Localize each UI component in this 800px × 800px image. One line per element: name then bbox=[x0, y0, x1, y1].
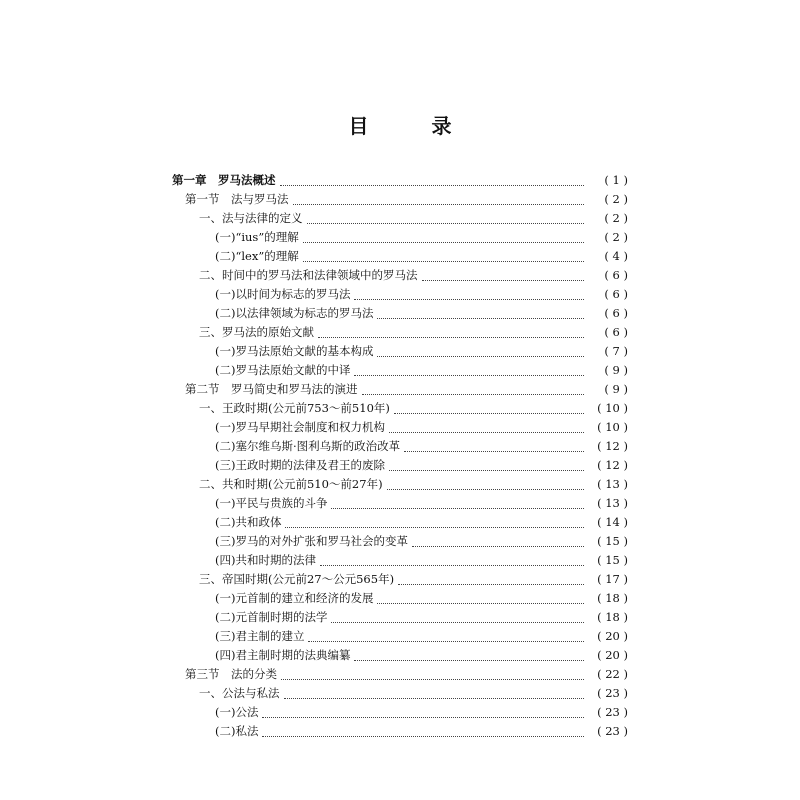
toc-entry-page: ( 17 ) bbox=[597, 572, 628, 586]
toc-entry bbox=[0, 342, 628, 361]
toc-entry-label: (二)元首制时期的法学 bbox=[215, 610, 328, 624]
toc-entry-label: 三、罗马法的原始文献 bbox=[199, 325, 314, 339]
dot-leader bbox=[281, 678, 584, 680]
dot-leader bbox=[284, 697, 585, 699]
dot-leader bbox=[389, 469, 584, 471]
dot-leader bbox=[307, 222, 585, 224]
toc-entry-page: ( 20 ) bbox=[597, 629, 628, 643]
toc-entry-page: ( 23 ) bbox=[597, 724, 628, 738]
toc-entry-label: 一、法与法律的定义 bbox=[199, 211, 303, 225]
toc-entry-label: (一)元首制的建立和经济的发展 bbox=[215, 591, 374, 605]
toc-entry bbox=[0, 266, 628, 285]
dot-leader bbox=[354, 374, 584, 376]
toc-entry-page: ( 15 ) bbox=[597, 553, 628, 567]
toc-entry bbox=[0, 532, 628, 551]
dot-leader bbox=[422, 279, 585, 281]
toc-entry-label: (一)以时间为标志的罗马法 bbox=[215, 287, 351, 301]
toc-entry-page: ( 15 ) bbox=[597, 534, 628, 548]
toc-entry-page: ( 9 ) bbox=[604, 382, 628, 396]
toc-entry-label: 第一章 罗马法概述 bbox=[172, 173, 276, 187]
toc-entry-label: 二、时间中的罗马法和法律领域中的罗马法 bbox=[199, 268, 418, 282]
toc-entry bbox=[0, 646, 628, 665]
toc-entry-label: (四)共和时期的法律 bbox=[215, 553, 316, 567]
toc-entry-page: ( 9 ) bbox=[604, 363, 628, 377]
toc-entry-label: (二)“lex”的理解 bbox=[215, 249, 299, 263]
toc-entry bbox=[0, 684, 628, 703]
dot-leader bbox=[331, 621, 584, 623]
dot-leader bbox=[262, 735, 584, 737]
toc-entry bbox=[0, 418, 628, 437]
dot-leader bbox=[387, 488, 584, 490]
toc-entry-label: (四)君主制时期的法典编纂 bbox=[215, 648, 351, 662]
dot-leader bbox=[354, 659, 584, 661]
dot-leader bbox=[303, 260, 584, 262]
toc-entry-page: ( 18 ) bbox=[597, 610, 628, 624]
toc-entry-page: ( 20 ) bbox=[597, 648, 628, 662]
toc-entry-page: ( 7 ) bbox=[604, 344, 628, 358]
toc-entry-page: ( 13 ) bbox=[597, 496, 628, 510]
toc-entry-page: ( 10 ) bbox=[597, 420, 628, 434]
toc-entry-label: (二)共和政体 bbox=[215, 515, 282, 529]
toc-entry bbox=[0, 171, 628, 190]
dot-leader bbox=[377, 602, 584, 604]
toc-entry-label: 一、王政时期(公元前753～前510年) bbox=[199, 401, 390, 415]
dot-leader bbox=[262, 716, 584, 718]
toc-entry-label: (三)王政时期的法律及君王的废除 bbox=[215, 458, 385, 472]
toc-entry-label: (三)君主制的建立 bbox=[215, 629, 305, 643]
toc-entry-page: ( 4 ) bbox=[604, 249, 628, 263]
toc-entry-label: (二)罗马法原始文献的中译 bbox=[215, 363, 351, 377]
toc-entry bbox=[0, 247, 628, 266]
toc-entry-label: (二)私法 bbox=[215, 724, 259, 738]
toc-entry-label: (一)罗马法原始文献的基本构成 bbox=[215, 344, 374, 358]
toc-entry bbox=[0, 703, 628, 722]
toc-entry bbox=[0, 551, 628, 570]
dot-leader bbox=[285, 526, 584, 528]
toc-entry bbox=[0, 209, 628, 228]
toc-entry bbox=[0, 228, 628, 247]
toc-entry-page: ( 6 ) bbox=[604, 325, 628, 339]
dot-leader bbox=[308, 640, 584, 642]
toc-entry bbox=[0, 190, 628, 209]
dot-leader bbox=[293, 203, 585, 205]
toc-entry-label: (一)平民与贵族的斗争 bbox=[215, 496, 328, 510]
toc-entry-page: ( 18 ) bbox=[597, 591, 628, 605]
page-title: 目 录 bbox=[348, 114, 480, 138]
toc-entry-page: ( 2 ) bbox=[604, 192, 628, 206]
table-of-contents bbox=[0, 171, 800, 741]
dot-leader bbox=[354, 298, 584, 300]
toc-entry-page: ( 13 ) bbox=[597, 477, 628, 491]
toc-entry-page: ( 22 ) bbox=[597, 667, 628, 681]
toc-entry bbox=[0, 570, 628, 589]
dot-leader bbox=[394, 412, 584, 414]
toc-entry-page: ( 12 ) bbox=[597, 439, 628, 453]
toc-entry bbox=[0, 399, 628, 418]
toc-entry bbox=[0, 285, 628, 304]
toc-entry-label: 第二节 罗马简史和罗马法的演进 bbox=[185, 382, 358, 396]
toc-entry bbox=[0, 323, 628, 342]
toc-entry-page: ( 6 ) bbox=[604, 306, 628, 320]
dot-leader bbox=[389, 431, 584, 433]
dot-leader bbox=[280, 184, 585, 186]
toc-entry-label: 第三节 法的分类 bbox=[185, 667, 277, 681]
dot-leader bbox=[412, 545, 584, 547]
toc-entry bbox=[0, 437, 628, 456]
toc-entry-label: (三)罗马的对外扩张和罗马社会的变革 bbox=[215, 534, 408, 548]
toc-entry-label: (二)塞尔维乌斯·图利乌斯的政治改革 bbox=[215, 439, 401, 453]
toc-entry bbox=[0, 494, 628, 513]
toc-entry-label: (一)罗马早期社会制度和权力机构 bbox=[215, 420, 385, 434]
toc-entry-page: ( 6 ) bbox=[604, 268, 628, 282]
toc-entry bbox=[0, 608, 628, 627]
toc-entry bbox=[0, 361, 628, 380]
toc-entry-label: 二、共和时期(公元前510～前27年) bbox=[199, 477, 383, 491]
dot-leader bbox=[320, 564, 584, 566]
toc-entry bbox=[0, 475, 628, 494]
dot-leader bbox=[377, 317, 584, 319]
toc-entry-page: ( 2 ) bbox=[604, 211, 628, 225]
toc-entry-page: ( 14 ) bbox=[597, 515, 628, 529]
toc-entry-page: ( 10 ) bbox=[597, 401, 628, 415]
dot-leader bbox=[377, 355, 584, 357]
dot-leader bbox=[404, 450, 584, 452]
toc-entry-label: (一)“ius”的理解 bbox=[215, 230, 299, 244]
toc-entry bbox=[0, 456, 628, 475]
toc-entry-page: ( 2 ) bbox=[604, 230, 628, 244]
dot-leader bbox=[318, 336, 584, 338]
toc-entry bbox=[0, 722, 628, 741]
toc-entry-label: 一、公法与私法 bbox=[199, 686, 280, 700]
toc-entry bbox=[0, 665, 628, 684]
toc-entry bbox=[0, 380, 628, 399]
toc-entry bbox=[0, 513, 628, 532]
toc-entry-label: 三、帝国时期(公元前27～公元565年) bbox=[199, 572, 395, 586]
toc-entry-page: ( 6 ) bbox=[604, 287, 628, 301]
toc-entry bbox=[0, 627, 628, 646]
dot-leader bbox=[331, 507, 584, 509]
toc-entry-label: 第一节 法与罗马法 bbox=[185, 192, 289, 206]
dot-leader bbox=[398, 583, 584, 585]
dot-leader bbox=[303, 241, 584, 243]
dot-leader bbox=[362, 393, 585, 395]
toc-entry-page: ( 23 ) bbox=[597, 686, 628, 700]
toc-entry-label: (二)以法律领域为标志的罗马法 bbox=[215, 306, 374, 320]
toc-entry bbox=[0, 589, 628, 608]
toc-entry-page: ( 23 ) bbox=[597, 705, 628, 719]
toc-entry-label: (一)公法 bbox=[215, 705, 259, 719]
toc-entry-page: ( 12 ) bbox=[597, 458, 628, 472]
toc-entry-page: ( 1 ) bbox=[604, 173, 628, 187]
toc-entry bbox=[0, 304, 628, 323]
